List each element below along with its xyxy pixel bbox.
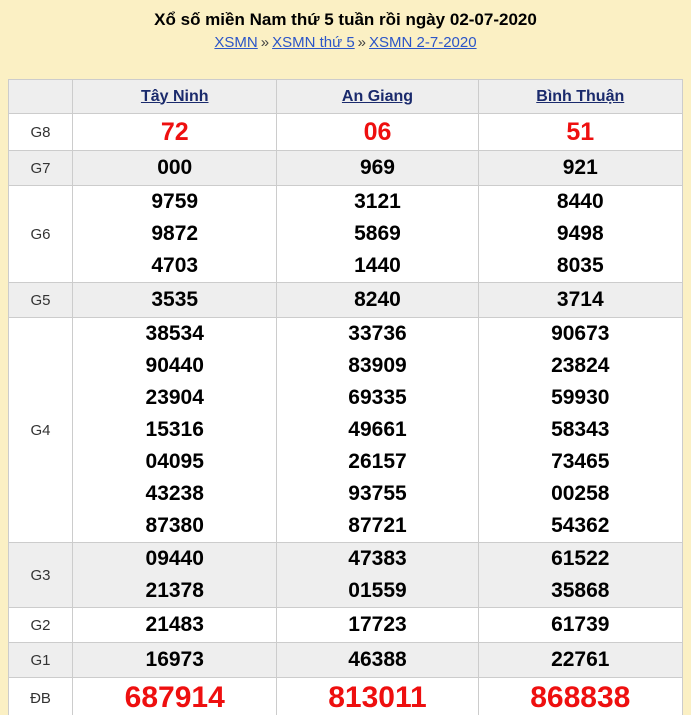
page-title: Xổ số miền Nam thứ 5 tuần rồi ngày 02-07-2020 [154, 10, 537, 29]
prize-row-G8 [9, 114, 683, 151]
breadcrumb-separator: » [357, 34, 367, 51]
breadcrumb-link-1[interactable]: XSMN thứ 5 [272, 34, 355, 51]
prize-number: 000 [157, 156, 193, 179]
prize-number: 3714 [556, 288, 604, 311]
prize-number: 868838 [530, 681, 631, 714]
prize-number: 72 [160, 118, 189, 146]
results-table [8, 79, 683, 715]
prize-number: 17723 [348, 613, 407, 636]
prize-number: 9872 [151, 222, 199, 245]
prize-number: 87721 [348, 514, 407, 537]
prize-label: G5 [9, 283, 73, 318]
prize-number: 35868 [551, 579, 610, 602]
prize-value-cell [478, 186, 682, 283]
prize-number: 23904 [145, 386, 204, 409]
prize-row-G7 [9, 151, 683, 186]
prize-number: 33736 [348, 322, 407, 345]
breadcrumb-link-0[interactable]: XSMN [214, 34, 258, 51]
prize-number: 22761 [551, 648, 610, 671]
prize-value-cell [73, 643, 277, 678]
prize-number: 16973 [145, 648, 204, 671]
breadcrumb-separator: » [260, 34, 270, 51]
corner-cell [9, 80, 73, 114]
prize-label: G6 [9, 186, 73, 283]
prize-label: G1 [9, 643, 73, 678]
prize-number: 921 [562, 156, 598, 179]
prize-number: 9759 [151, 190, 199, 213]
prize-label: ĐB [9, 678, 73, 715]
prize-number: 83909 [348, 354, 407, 377]
prize-value-cell [73, 151, 277, 186]
prize-number: 21378 [145, 579, 204, 602]
prize-number: 9498 [556, 222, 604, 245]
page-header [0, 0, 691, 52]
prize-label: G4 [9, 318, 73, 543]
prize-number: 49661 [348, 418, 407, 441]
column-header-cell [478, 80, 682, 114]
prize-value-cell [277, 608, 478, 643]
prize-number: 1440 [354, 254, 401, 277]
prize-number: 687914 [124, 681, 225, 714]
prize-value-cell [478, 151, 682, 186]
prize-value-cell [277, 151, 478, 186]
prize-row-G6 [9, 186, 683, 283]
prize-number: 813011 [328, 681, 427, 714]
prize-value-cell [478, 543, 682, 608]
prize-value-cell [478, 643, 682, 678]
prize-value-cell [73, 678, 277, 715]
prize-number: 69335 [348, 386, 407, 409]
column-header-row [9, 80, 683, 114]
prize-value-cell [478, 678, 682, 715]
prize-value-cell [277, 186, 478, 283]
prize-row-G2 [9, 608, 683, 643]
prize-number: 51 [566, 118, 595, 146]
prize-number: 8440 [556, 190, 604, 213]
prize-number: 61739 [551, 613, 610, 636]
prize-number: 46388 [348, 648, 407, 671]
prize-number: 61522 [551, 547, 610, 570]
prize-number: 4703 [151, 254, 199, 277]
prize-number: 23824 [551, 354, 610, 377]
prize-row-G5 [9, 283, 683, 318]
column-header-cell [277, 80, 478, 114]
results-table-wrap [8, 79, 683, 715]
prize-number: 47383 [348, 547, 407, 570]
prize-label: G2 [9, 608, 73, 643]
column-header-link-0[interactable]: Tây Ninh [140, 87, 209, 105]
prize-number: 58343 [551, 418, 610, 441]
prize-value-cell [73, 283, 277, 318]
prize-value-cell [277, 543, 478, 608]
prize-number: 3121 [354, 190, 401, 213]
prize-number: 00258 [551, 482, 610, 505]
column-header-cell [73, 80, 277, 114]
prize-label: G8 [9, 114, 73, 151]
prize-number: 54362 [551, 514, 610, 537]
prize-value-cell [277, 318, 478, 543]
prize-value-cell [478, 114, 682, 151]
prize-value-cell [73, 318, 277, 543]
prize-number: 15316 [145, 418, 204, 441]
prize-number: 3535 [151, 288, 199, 311]
prize-number: 8035 [556, 254, 604, 277]
prize-number: 21483 [145, 613, 204, 636]
prize-row-ĐB [9, 678, 683, 715]
prize-row-G4 [9, 318, 683, 543]
column-header-link-1[interactable]: An Giang [341, 87, 414, 105]
column-header-link-2[interactable]: Bình Thuận [536, 87, 625, 105]
prize-value-cell [73, 114, 277, 151]
prize-number: 87380 [145, 514, 204, 537]
prize-number: 73465 [551, 450, 610, 473]
prize-number: 06 [363, 118, 392, 146]
prize-value-cell [73, 608, 277, 643]
prize-label: G7 [9, 151, 73, 186]
prize-value-cell [478, 318, 682, 543]
prize-number: 90440 [145, 354, 204, 377]
prize-value-cell [73, 186, 277, 283]
prize-number: 59930 [551, 386, 610, 409]
prize-number: 93755 [348, 482, 407, 505]
prize-value-cell [277, 114, 478, 151]
prize-value-cell [478, 608, 682, 643]
breadcrumb-link-2[interactable]: XSMN 2-7-2020 [369, 34, 477, 51]
prize-number: 5869 [354, 222, 401, 245]
prize-number: 90673 [551, 322, 610, 345]
prize-number: 43238 [145, 482, 204, 505]
prize-row-G3 [9, 543, 683, 608]
prize-value-cell [277, 643, 478, 678]
prize-label: G3 [9, 543, 73, 608]
breadcrumb [0, 33, 691, 52]
prize-number: 969 [359, 156, 395, 179]
results-tbody [9, 114, 683, 715]
prize-number: 26157 [348, 450, 407, 473]
prize-number: 04095 [145, 450, 204, 473]
prize-value-cell [277, 678, 478, 715]
prize-value-cell [73, 543, 277, 608]
prize-number: 8240 [354, 288, 401, 311]
prize-value-cell [277, 283, 478, 318]
prize-number: 38534 [145, 322, 204, 345]
prize-value-cell [478, 283, 682, 318]
prize-number: 09440 [145, 547, 204, 570]
results-table-head [9, 80, 683, 114]
prize-number: 01559 [348, 579, 407, 602]
prize-row-G1 [9, 643, 683, 678]
